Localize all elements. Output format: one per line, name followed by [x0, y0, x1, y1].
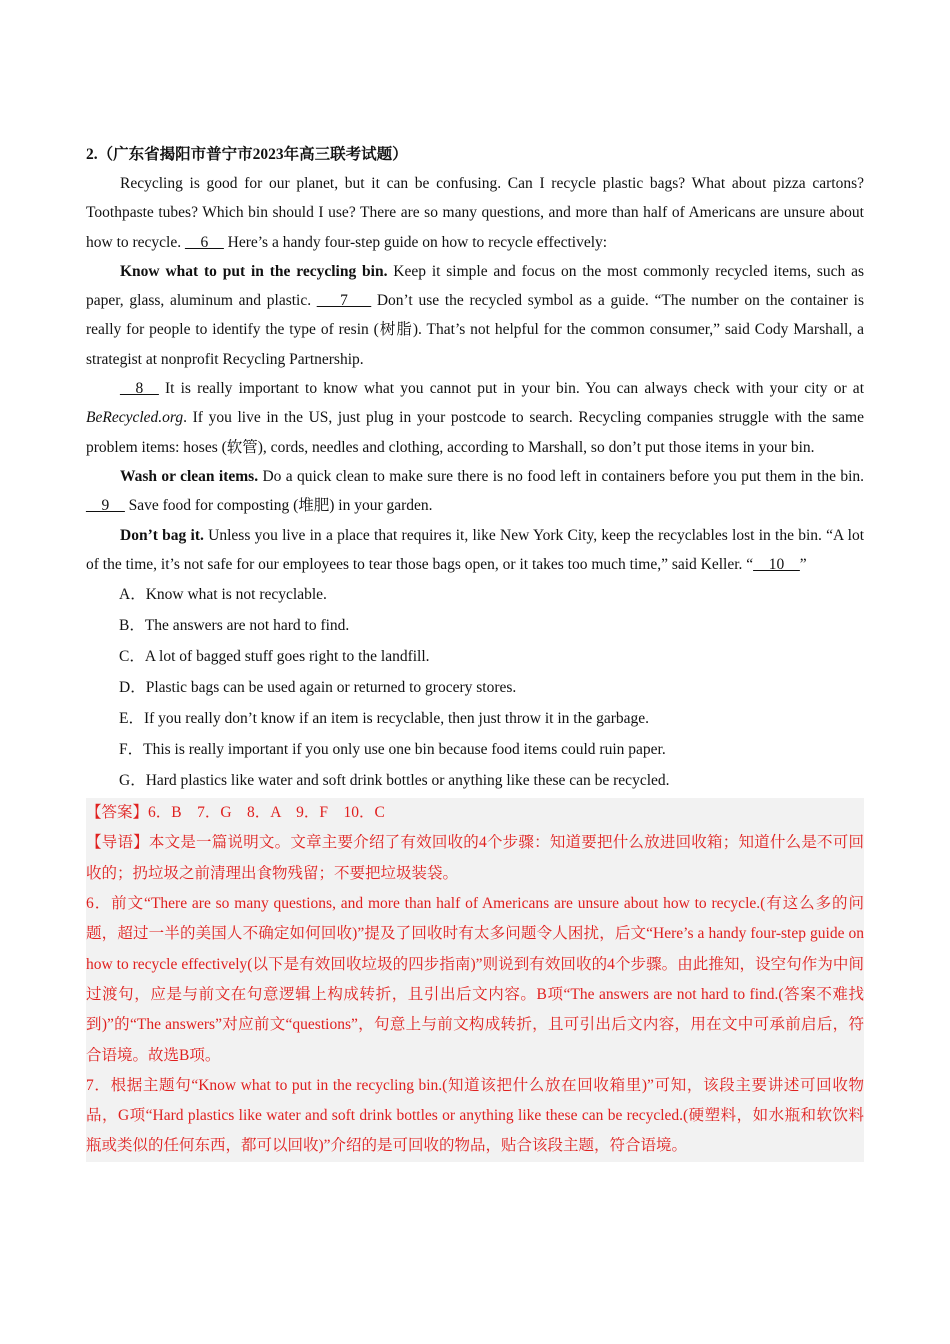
blank-10: __10__ [753, 555, 800, 573]
paragraph-1 [86, 169, 864, 257]
blank-7: ___7___ [316, 292, 372, 310]
paragraph-text: . If you live in the US, just plug in your postcode to search. Recycling companies struggle with the same problem items: hoses (软管), cords, needles and clothing, according to Marshall, so don’t put those items in your bin. [86, 409, 864, 456]
option-f: F．This is really important if you only use one bin because food items could ruin paper. [119, 741, 666, 759]
answer-key: 【答案】6．B 7．G 8．A 9．F 10．C [86, 804, 385, 822]
option-d: D．Plastic bags can be used again or returned to grocery stores. [119, 679, 517, 697]
question-heading: 2.（广东省揭阳市普宁市2023年高三联考试题） [86, 146, 408, 163]
option-a: A．Know what is not recyclable. [119, 586, 327, 604]
website-name: BeRecycled.org [86, 409, 184, 427]
answer-guide: 【导语】本文是一篇说明文。文章主要介绍了有效回收的4个步骤：知道要把什么放进回收箱；知道什么是不可回收的；扔垃圾之前清理出食物残留；不要把垃圾装袋。 [86, 834, 864, 882]
blank-6: __6__ [185, 233, 224, 251]
paragraph-heading: Don’t bag it. [120, 526, 204, 544]
option-g: G．Hard plastics like water and soft drink bottles or anything like these can be recycled. [119, 772, 670, 790]
paragraph-text: Keep it simple and focus on the most commonly recycled items, such as paper, glass, aluminum and plastic. [86, 262, 864, 310]
paragraph-3 [86, 374, 864, 462]
paragraph-4 [86, 462, 864, 521]
paragraph-text: Recycling is good for our planet, but it can be confusing. Can I recycle plastic bags? What about pizza cartons? Toothpaste tubes? Which bin should I use? There are so many questions, and more than half of Americans are unsure about how to recycle. [86, 175, 864, 251]
blank-8: __8__ [120, 380, 159, 398]
answer-section [86, 798, 864, 1162]
paragraph-text: Unless you live in a place that requires it, like New York City, keep the recyclables lost in the bin. “A lot of the time, it’s not safe for our employees to tear those bags open, or it takes too much time,” said Keller. “ [86, 526, 865, 573]
blank-9: __9__ [86, 497, 125, 515]
paragraph-text: Don’t use the recycled symbol as a guide. “The number on the container is really for people to identify the type of resin (树脂). That’s not helpful for the common consumer,” said Cody Marshall, a strategist at nonprofit Recycling Partnership. [86, 292, 864, 368]
option-b: B．The answers are not hard to find. [119, 617, 350, 635]
paragraph-heading: Know what to put in the recycling bin. [120, 262, 388, 280]
option-e: E．If you really don’t know if an item is recyclable, then just throw it in the garbage. [119, 710, 650, 728]
paragraph-text: Here’s a handy four-step guide on how to recycle effectively: [223, 233, 608, 251]
paragraph-text: ” [799, 555, 807, 573]
paragraph-heading: Wash or clean items. [120, 467, 259, 485]
explanation-7: 7．根据主题句“Know what to put in the recycling bin.(知道该把什么放在回收箱里)”可知，该段主要讲述可回收物品，G项“Hard plastics like water and soft drink bottles or anything like these can be recycled.(硬塑料，如水瓶和软饮料瓶或类似的任何东西，都可以回收)”介绍的是可回收的物品，贴合该段主题，符合语境。 [86, 1076, 864, 1155]
paragraph-text: It is really important to know what you cannot put in your bin. You can always check with your city or at [158, 380, 864, 398]
options-list [86, 579, 864, 796]
paragraph-5 [86, 521, 864, 580]
option-c: C．A lot of bagged stuff goes right to the landfill. [119, 648, 430, 666]
paragraph-text: Save food for composting (堆肥) in your garden. [124, 497, 433, 515]
paragraph-text: Do a quick clean to make sure there is no food left in containers before you put them in the bin. [258, 467, 865, 485]
paragraph-2 [86, 257, 864, 374]
document-page [86, 140, 864, 1162]
explanation-6: 6．前文“There are so many questions, and more than half of Americans are unsure about how to recycle.(有这么多的问题，超过一半的美国人不确定如何回收)”提及了回收时有太多问题令人困扰，后文“Here’s a handy four-step guide on how to recycle effectively(以下是有效回收垃圾的四步指南)”则说到有效回收的4个步骤。由此推知，设空句作为中间过渡句，应是与前文在句意逻辑上构成转折，且引出后文内容。B项“The answers are not hard to find.(答案不难找到)”的“The answers”对应前文“questions”，句意上与前文构成转折，且可引出后文内容，用在文中可承前启后，符合语境。故选B项。 [86, 895, 864, 1064]
